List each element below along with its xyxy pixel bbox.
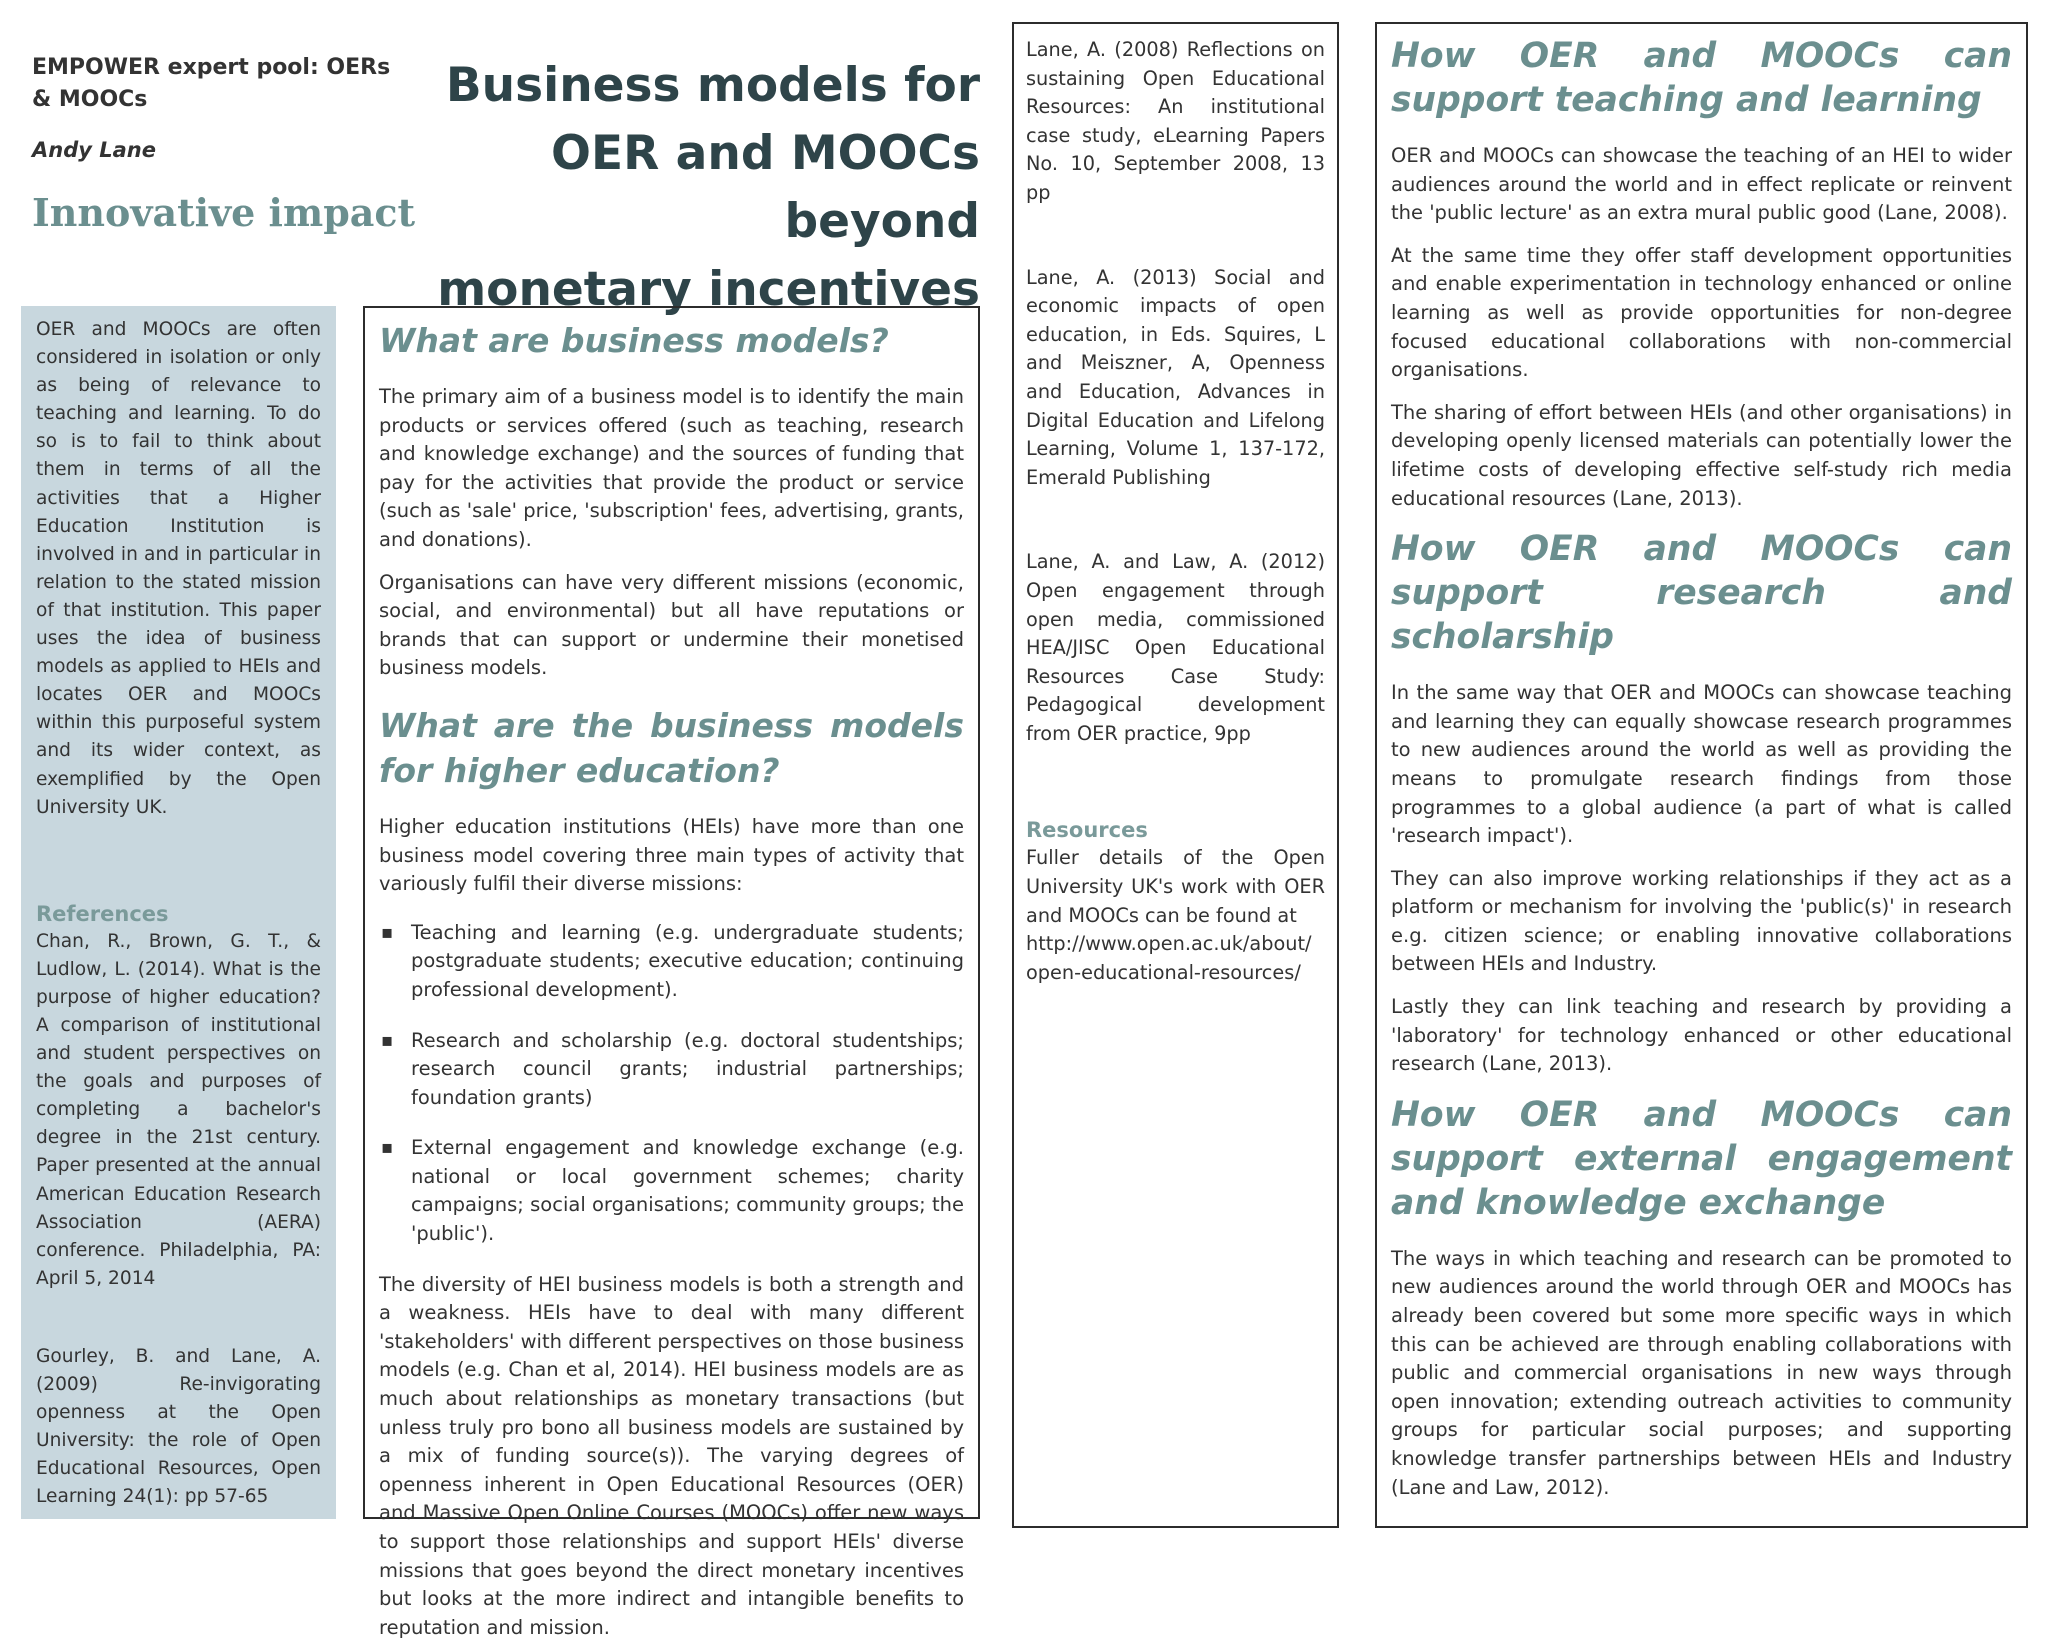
abstract-sidebar — [21, 306, 336, 1519]
category-tag: Innovative impact — [32, 190, 416, 235]
resources-link[interactable]: http://www.open.ac.uk/about/ — [1026, 932, 1312, 956]
title-line-3: monetary incentives — [437, 262, 980, 317]
paragraph: In the same way that OER and MOOCs can showcase teaching and learning they can equally showcase research programmes to new audiences around the world as well as providing the means to promulgate research findings from those programmes to a global audience (a part of what is called 'research impact'). — [1391, 681, 2012, 848]
activity-list — [379, 919, 964, 1249]
reference-item: Lane, A. (2013) Social and economic impacts of open education, in Eds. Squires, L and Meiszner, A, Openness and Education, Advances in Digital Education and Lifelong Learning, Volume 1, 137-172, Emerald Publishing — [1026, 265, 1325, 489]
reference-item: Lane, A. (2008) Reflections on sustaining Open Educational Resources: An institutional case study, eLearning Papers No. 10, September 2008, 13 pp — [1026, 38, 1325, 204]
paragraph: OER and MOOCs can showcase the teaching of an HEI to wider audiences around the world and in effect replicate or reinvent the 'public lecture' as an extra mural public good (Lane, 2008). — [1391, 144, 2012, 225]
paragraph: The sharing of effort between HEIs (and other organisations) in developing openly licensed materials can potentially lower the lifetime costs of developing effective self-study rich media educational resources (Lane, 2013). — [1391, 400, 2012, 510]
list-item: ▪ External engagement and knowledge exchange (e.g. national or local government schemes; charity campaigns; social organisations; community groups; the 'public'). — [379, 1134, 964, 1248]
paragraph: At the same time they offer staff development opportunities and enable experimentation in technology enhanced or online learning as well as provide opportunities for non-degree focused educational collaborations with non-commercial organisations. — [1391, 243, 2012, 382]
series-label: EMPOWER expert pool: OERs & MOOCs — [32, 55, 391, 112]
author-name: Andy Lane — [32, 138, 156, 162]
title-line-1: Business models for — [445, 58, 980, 113]
section-heading-higher-education: What are the business models for higher education? — [379, 705, 964, 790]
resources-text: Fuller details of the Open University UK's work with OER and MOOCs can be found at — [1026, 846, 1325, 927]
list-item: ▪ Research and scholarship (e.g. doctoral studentships; research council grants; industrial partnerships; foundation grants) — [379, 1027, 964, 1113]
paragraph: The diversity of HEI business models is both a strength and a weakness. HEIs have to deal with many different 'stakeholders' with different perspectives on those business models (e.g. Chan et al, 2014). HEI business models are as much about relationships as monetary transactions (but unless truly pro bono all business models are sustained by a mix of funding source(s)). The varying degrees of openness inherent in Open Educational Resources (OER) and Massive Open Online Courses (MOOCs) offer new ways to support those relationships and support HEIs' diverse missions that goes beyond the direct monetary incentives but looks at the more indirect and intangible benefits to reputation and mission. — [379, 1272, 964, 1639]
reference-item: Chan, R., Brown, G. T., & Ludlow, L. (2014). What is the purpose of higher education? A comparison of institutional and student perspectives on the goals and purposes of completing a bachelor's degree in the 21st century. Paper presented at the annual American Education Research Association (AERA) conference. Philadelphia, PA: April 5, 2014 — [36, 930, 321, 1289]
section-heading-engagement: How OER and MOOCs can support external engagement and knowledge exchange — [1391, 1094, 2012, 1223]
title-line-2: OER and MOOCs beyond — [551, 126, 980, 249]
list-item: ▪ Teaching and learning (e.g. undergraduate students; postgraduate students; executive education; continuing professional development). — [379, 919, 964, 1005]
section-heading-teaching: How OER and MOOCs can support teaching and learning — [1391, 36, 2012, 120]
references-heading: References — [36, 901, 169, 926]
page-title — [390, 52, 980, 324]
section-heading-business-models: What are business models? — [379, 321, 889, 360]
paragraph: They can also improve working relationships if they act as a platform or mechanism for involving the 'public(s)' in research e.g. citizen science; or enabling innovative collaborations between HEIs and Industry. — [1391, 866, 2012, 976]
paragraph: Higher education institutions (HEIs) have more than one business model covering three main types of activity that variously fulfil their diverse missions: — [379, 814, 964, 896]
paragraph: Lastly they can link teaching and research by providing a 'laboratory' for technology enhanced or other educational research (Lane, 2013). — [1391, 995, 2012, 1076]
reference-item: Gourley, B. and Lane, A. (2009) Re-invigorating openness at the Open University: the role of Open Educational Resources, Open Learning 24(1): pp 57-65 — [36, 1345, 321, 1508]
business-models-panel — [363, 306, 980, 1639]
resources-heading: Resources — [1026, 818, 1148, 843]
references-panel — [1012, 22, 1339, 1528]
paragraph: The primary aim of a business model is to identify the main products or services offered (such as teaching, research and knowledge exchange) and the sources of funding that pay for the activities that provide the product or service (such as 'sale' price, 'subscription' fees, advertising, grants, and donations). — [379, 385, 964, 551]
abstract-text: OER and MOOCs are often considered in isolation or only as being of relevance to teaching and learning. To do so is to fail to think about them in terms of all the activities that a Higher Education Institution is involved in and in particular in relation to the stated mission of that institution. This paper uses the idea of business models as applied to HEIs and locates OER and MOOCs within this purposeful system and its wider context, as exemplified by the Open University UK. — [36, 319, 321, 818]
support-panel — [1375, 22, 2028, 1528]
resources-link-continued[interactable]: open-educational-resources/ — [1026, 960, 1301, 984]
paragraph: Organisations can have very different missions (economic, social, and environmental) but all have reputations or brands that can support or undermine their monetised business models. — [379, 570, 964, 680]
reference-item: Lane, A. and Law, A. (2012) Open engagement through open media, commissioned HEA/JISC Open Educational Resources Case Study: Pedagogical development from OER practice, 9pp — [1026, 550, 1325, 745]
section-heading-research: How OER and MOOCs can support research and scholarship — [1391, 529, 2012, 658]
paragraph: The ways in which teaching and research can be promoted to new audiences around the world through OER and MOOCs has already been covered but some more specific ways in which this can be achieved are through enabling collaborations with public and commercial organisations in new ways through open innovation; extending outreach activities to community groups for particular social purposes; and supporting knowledge transfer partnerships between HEIs and Industry (Lane and Law, 2012). — [1391, 1246, 2012, 1499]
